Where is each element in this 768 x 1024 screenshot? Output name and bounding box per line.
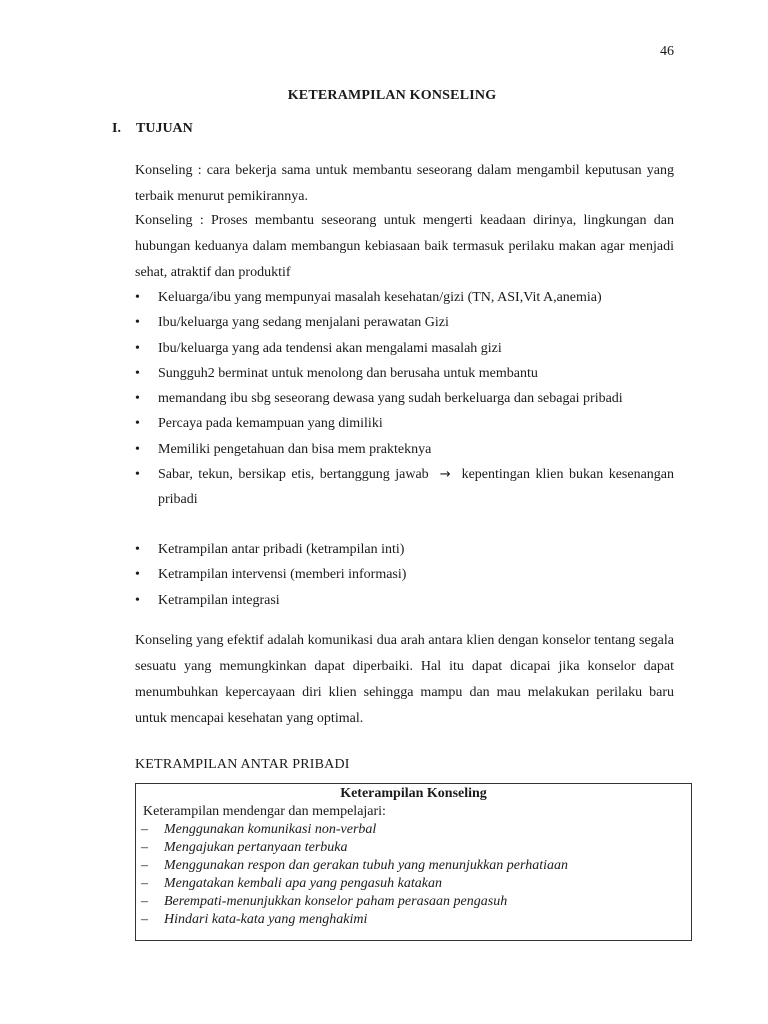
purpose-bullet-list <box>135 285 674 513</box>
skills-table-box <box>135 783 692 941</box>
list-item: – Hindari kata-kata yang menghakimi <box>141 912 368 927</box>
list-item: – Berempati-menunjukkan konselor paham perasaan pengasuh <box>141 894 508 909</box>
subheading: KETRAMPILAN ANTAR PRIBADI <box>135 757 350 772</box>
list-item: • Keluarga/ibu yang mempunyai masalah kesehatan/gizi (TN, ASI,Vit A,anemia) <box>135 290 602 305</box>
list-item: • Ibu/keluarga yang sedang menjalani perawatan Gizi <box>135 315 449 331</box>
box-title: Keterampilan Konseling <box>340 786 487 801</box>
list-item: • Memiliki pengetahuan dan bisa mem prakteknya <box>135 441 432 457</box>
arrow-right-icon: → <box>439 467 451 483</box>
list-item: – Menggunakan respon dan gerakan tubuh yang menunjukkan perhatiaan <box>141 858 568 873</box>
box-item-list <box>136 821 691 929</box>
list-item: • Percaya pada kemampuan yang dimiliki <box>135 416 383 432</box>
page-number: 46 <box>660 44 674 59</box>
list-item: – Menggunakan komunikasi non-verbal <box>141 822 377 837</box>
intro-paragraph-1: Konseling : cara bekerja sama untuk membantu seseorang dalam mengambil keputusan yang terbaik menurut pemikirannya. <box>135 163 674 204</box>
list-item: – Mengajukan pertanyaan terbuka <box>141 840 348 855</box>
document-title: KETERAMPILAN KONSELING <box>287 88 497 103</box>
skills-bullet-list <box>135 537 674 613</box>
box-intro: Keterampilan mendengar dan mempelajari: <box>143 804 386 819</box>
list-item: • Ibu/keluarga yang ada tendensi akan mengalami masalah gizi <box>135 340 502 356</box>
list-item: • memandang ibu sbg seseorang dewasa yang sudah berkeluarga dan sebagai pribadi <box>135 391 623 407</box>
list-item: • Sabar, tekun, bersikap etis, bertanggung jawab → kepentingan klien bukan kesenangan pribadi <box>135 467 675 508</box>
section-number: I. <box>112 121 121 136</box>
intro-paragraph-2: Konseling : Proses membantu seseorang untuk mengerti keadaan dirinya, lingkungan dan hubungan keduanya dalam membangun kebiasaan baik termasuk perilaku makan agar menjadi sehat, atraktif dan produktif <box>135 213 674 280</box>
list-item: • Ketrampilan integrasi <box>135 592 280 608</box>
section-title: TUJUAN <box>136 121 193 136</box>
list-item: • Ketrampilan antar pribadi (ketrampilan inti) <box>135 542 405 557</box>
section-heading <box>112 121 193 137</box>
list-item: • Sungguh2 berminat untuk menolong dan berusaha untuk membantu <box>135 365 538 381</box>
list-item: – Mengatakan kembali apa yang pengasuh katakan <box>141 876 442 891</box>
list-item: • Ketrampilan intervensi (memberi informasi) <box>135 567 407 583</box>
closing-paragraph: Konseling yang efektif adalah komunikasi dua arah antara klien dengan konselor tentang segala sesuatu yang memungkinkan dapat diperbaiki. Hal itu dapat dicapai jika konselor dapat menumbuhkan kepercayaan diri klien sehingga mampu dan mau melakukan perilaku baru untuk mencapai kesehatan yang optimal. <box>135 633 674 726</box>
